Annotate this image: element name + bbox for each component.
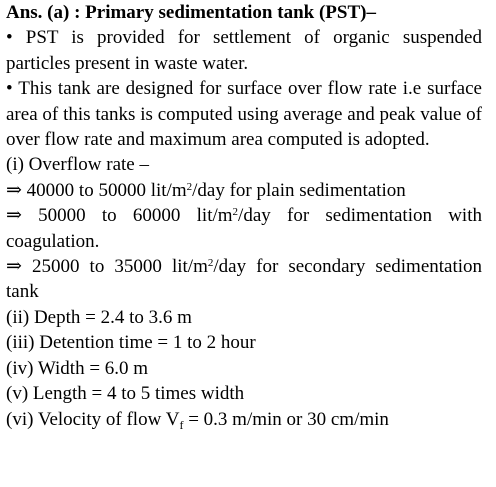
rate-line-coagulation [6, 203, 482, 254]
bullet-design [6, 76, 482, 152]
rate-unit: lit/$m^2$/day [171, 256, 247, 278]
rate-range: 25000 to 35000 [31, 256, 162, 278]
rate-range: 40000 to 50000 [26, 179, 146, 201]
width-line: (iv) Width = 6.0 m [6, 357, 149, 379]
rate-purpose: for sedimentation with coagulation. [6, 205, 482, 252]
bullet-icon: • [6, 27, 13, 49]
rate-line-plain [6, 178, 482, 203]
bullet-settlement-text: PST is provided for settlement of organic suspended particles present in waste water. [6, 27, 482, 74]
bullet-icon: • [6, 78, 13, 100]
implies-arrow-icon: ⇒ [6, 205, 22, 227]
implies-arrow-icon: ⇒ [6, 179, 22, 201]
velocity-line: (vi) Velocity of flow $V_f = 0.3$ m/min or 30 cm/min [6, 408, 389, 432]
bullet-design-text: This tank are designed for surface over flow rate i.e surface area of this tanks is computed using average and peak value of over flow rate and maximum area computed is adopted. [6, 78, 482, 151]
rate-line-secondary [6, 254, 482, 305]
rate-purpose: for plain sedimentation [229, 179, 406, 201]
rate-purpose: for secondary sedimentation tank [6, 256, 483, 303]
bullet-settlement [6, 25, 482, 76]
rate-range: 50000 to 60000 [38, 205, 181, 227]
rate-unit: lit/$m^2$/day [150, 179, 225, 201]
depth-line: (ii) Depth = 2.4 to 3.6 m [6, 306, 192, 328]
answer-title: Ans. (a) : Primary sedimentation tank (PST)– [6, 2, 376, 23]
implies-arrow-icon: ⇒ [6, 256, 22, 278]
detention-line: (iii) Detention time = 1 to 2 hour [6, 332, 256, 354]
overflow-heading: (i) Overflow rate – [6, 154, 149, 176]
rate-unit: lit/$m^2$/day [196, 205, 271, 227]
length-line: (v) Length = 4 to 5 times width [6, 383, 245, 405]
